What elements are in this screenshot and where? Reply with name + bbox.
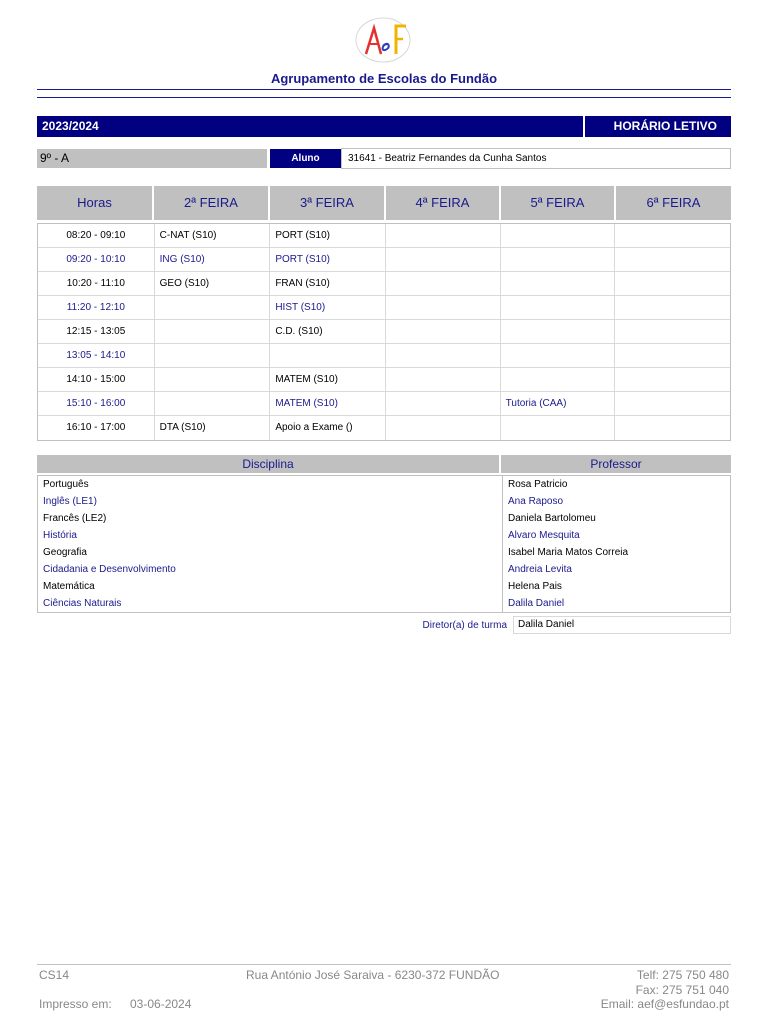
schedule-cell bbox=[155, 320, 271, 343]
schedule-cell: Tutoria (CAA) bbox=[501, 392, 616, 415]
schedule-cell bbox=[615, 320, 730, 343]
schedule-row bbox=[38, 224, 730, 248]
time-slot: 11:20 - 12:10 bbox=[38, 296, 155, 319]
schedule-cell: C-NAT (S10) bbox=[155, 224, 271, 247]
director-value: Dalila Daniel bbox=[513, 616, 731, 634]
professor-name: Dalila Daniel bbox=[508, 598, 565, 609]
schedule-cell bbox=[501, 416, 616, 440]
discipline-name: Inglês (LE1) bbox=[43, 496, 97, 507]
disciplina-column bbox=[38, 476, 503, 612]
schedule-cell bbox=[501, 248, 616, 271]
discipline-name: Geografia bbox=[43, 547, 87, 558]
schedule-header bbox=[37, 186, 731, 220]
school-address: Rua António José Saraiva - 6230-372 FUNDÃO bbox=[246, 968, 500, 982]
disciplines-header bbox=[37, 455, 731, 473]
discipline-name: Português bbox=[43, 479, 89, 490]
schedule-cell: C.D. (S10) bbox=[270, 320, 386, 343]
professor-name: Helena Pais bbox=[508, 581, 562, 592]
time-slot: 10:20 - 11:10 bbox=[38, 272, 155, 295]
schedule-cell bbox=[615, 224, 730, 247]
schedule-cell bbox=[155, 392, 271, 415]
director-label: Diretor(a) de turma bbox=[422, 620, 507, 631]
schedule-cell: Apoio a Exame () bbox=[270, 416, 386, 440]
header-hours: Horas bbox=[37, 186, 154, 220]
schedule-row bbox=[38, 416, 730, 440]
schedule-cell bbox=[155, 344, 271, 367]
school-fax: Fax: 275 751 040 bbox=[635, 983, 729, 997]
time-slot: 15:10 - 16:00 bbox=[38, 392, 155, 415]
schedule-row bbox=[38, 296, 730, 320]
schedule-table bbox=[37, 223, 731, 441]
header-monday: 2ª FEIRA bbox=[154, 186, 270, 220]
schedule-cell: DTA (S10) bbox=[155, 416, 271, 440]
schedule-cell bbox=[501, 344, 616, 367]
schedule-row bbox=[38, 272, 730, 296]
student-label: Aluno bbox=[270, 149, 341, 168]
schedule-cell bbox=[615, 272, 730, 295]
discipline-name: Francês (LE2) bbox=[43, 513, 107, 524]
schedule-cell bbox=[155, 296, 271, 319]
school-logo bbox=[352, 14, 414, 66]
discipline-name: Cidadania e Desenvolvimento bbox=[43, 564, 176, 575]
time-slot: 14:10 - 15:00 bbox=[38, 368, 155, 391]
schedule-cell: PORT (S10) bbox=[270, 224, 386, 247]
schedule-cell bbox=[386, 368, 501, 391]
schedule-cell: FRAN (S10) bbox=[270, 272, 386, 295]
schedule-cell bbox=[386, 344, 501, 367]
schedule-cell bbox=[386, 272, 501, 295]
schedule-cell bbox=[501, 272, 616, 295]
discipline-name: Ciências Naturais bbox=[43, 598, 122, 609]
professor-name: Ana Raposo bbox=[508, 496, 564, 507]
disciplines-table bbox=[37, 475, 731, 613]
header-divider bbox=[37, 89, 731, 90]
document-code: CS14 bbox=[39, 968, 70, 982]
schedule-cell bbox=[270, 344, 386, 367]
schedule-cell bbox=[615, 392, 730, 415]
schedule-cell: HIST (S10) bbox=[270, 296, 386, 319]
header-friday: 6ª FEIRA bbox=[616, 186, 731, 220]
schedule-cell bbox=[501, 368, 616, 391]
schedule-cell bbox=[615, 248, 730, 271]
schedule-row bbox=[38, 368, 730, 392]
footer-divider bbox=[37, 964, 731, 965]
time-slot: 08:20 - 09:10 bbox=[38, 224, 155, 247]
schedule-cell: MATEM (S10) bbox=[270, 368, 386, 391]
schedule-cell bbox=[615, 416, 730, 440]
schedule-cell bbox=[615, 296, 730, 319]
header-wednesday: 4ª FEIRA bbox=[386, 186, 501, 220]
organization-title: Agrupamento de Escolas do Fundão bbox=[270, 71, 498, 86]
schedule-cell: PORT (S10) bbox=[270, 248, 386, 271]
schedule-cell bbox=[386, 416, 501, 440]
schedule-row bbox=[38, 320, 730, 344]
schedule-cell bbox=[386, 224, 501, 247]
professor-name: Isabel Maria Matos Correia bbox=[508, 547, 629, 558]
document-type: HORÁRIO LETIVO bbox=[585, 116, 731, 137]
schedule-cell: MATEM (S10) bbox=[270, 392, 386, 415]
header-professor: Professor bbox=[501, 455, 731, 473]
time-slot: 09:20 - 10:10 bbox=[38, 248, 155, 271]
schedule-row bbox=[38, 344, 730, 368]
schedule-cell: GEO (S10) bbox=[155, 272, 271, 295]
schedule-row bbox=[38, 248, 730, 272]
schedule-cell bbox=[615, 344, 730, 367]
schedule-cell bbox=[501, 224, 616, 247]
student-value: 31641 - Beatriz Fernandes da Cunha Santos bbox=[341, 148, 731, 169]
schedule-cell: ING (S10) bbox=[155, 248, 271, 271]
printed-label: Impresso em: bbox=[39, 997, 112, 1011]
schedule-cell bbox=[615, 368, 730, 391]
time-slot: 13:05 - 14:10 bbox=[38, 344, 155, 367]
header-thursday: 5ª FEIRA bbox=[501, 186, 616, 220]
schedule-cell bbox=[386, 392, 501, 415]
time-slot: 12:15 - 13:05 bbox=[38, 320, 155, 343]
discipline-name: História bbox=[43, 530, 77, 541]
professor-name: Andreia Levita bbox=[508, 564, 572, 575]
schedule-cell bbox=[501, 296, 616, 319]
header-divider bbox=[37, 97, 731, 98]
professor-name: Alvaro Mesquita bbox=[508, 530, 580, 541]
schedule-cell bbox=[386, 296, 501, 319]
header-tuesday: 3ª FEIRA bbox=[270, 186, 386, 220]
schedule-cell bbox=[155, 368, 271, 391]
schedule-cell bbox=[386, 320, 501, 343]
professor-column bbox=[503, 476, 730, 612]
school-email: Email: aef@esfundao.pt bbox=[600, 997, 729, 1011]
class-name: 9º - A bbox=[37, 149, 267, 168]
professor-name: Daniela Bartolomeu bbox=[508, 513, 596, 524]
schedule-row bbox=[38, 392, 730, 416]
schedule-cell bbox=[501, 320, 616, 343]
school-year: 2023/2024 bbox=[37, 116, 583, 137]
schedule-cell bbox=[386, 248, 501, 271]
time-slot: 16:10 - 17:00 bbox=[38, 416, 155, 440]
professor-name: Rosa Patricio bbox=[508, 479, 568, 490]
school-phone: Telf: 275 750 480 bbox=[636, 968, 729, 982]
discipline-name: Matemática bbox=[43, 581, 95, 592]
header-disciplina: Disciplina bbox=[37, 455, 501, 473]
printed-date: 03-06-2024 bbox=[130, 997, 192, 1011]
